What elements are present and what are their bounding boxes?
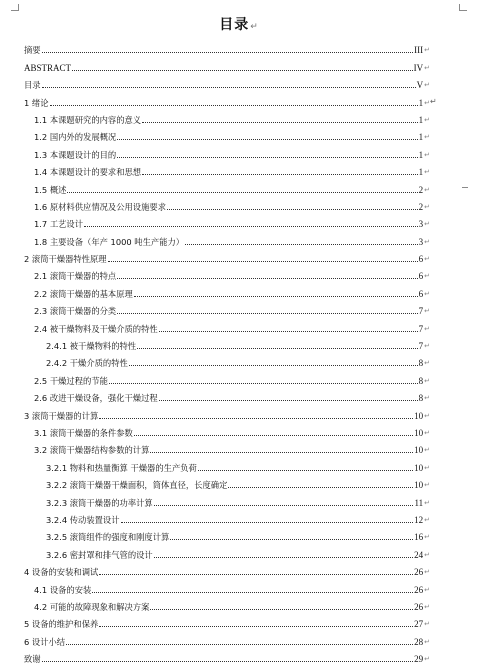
toc-entry-title: 3.2.2 滚筒干燥器干燥面积，筒体直径，长度确定 [46,480,228,491]
dot-leader [185,243,418,245]
paragraph-mark-icon: ↵ [424,324,430,333]
dot-leader [42,660,414,662]
toc-entry-page-number: 8 [418,358,424,369]
dot-leader [42,51,414,53]
toc-entry-page-number: 29 [414,654,424,665]
toc-entry[interactable] [24,386,430,403]
toc-entry-title: 目录 [24,80,41,91]
toc-entry-page-number: 1 [418,97,424,108]
toc-entry[interactable] [24,438,430,455]
toc-entry-page-number: IV [413,62,424,73]
toc-entry[interactable] [24,508,430,525]
title-text: 目录 [219,17,250,33]
dot-leader [137,347,418,349]
toc-entry[interactable] [24,160,430,177]
toc-entry-page-number: 2 [418,201,424,212]
paragraph-mark-icon: ↵ [424,602,430,611]
dot-leader [92,591,413,593]
dot-leader [117,277,417,279]
toc-entry-title: 摘要 [24,45,41,56]
paragraph-mark-icon: ↵ [424,255,430,264]
toc-entry-title: 2.4.1 被干燥物料的特性 [46,341,137,352]
paragraph-mark-icon: ↵ [424,307,430,316]
dot-leader [117,156,417,158]
paragraph-mark-icon: ↵ [424,463,430,472]
toc-entry[interactable] [24,455,430,472]
toc-entry-page-number: 6 [418,288,424,299]
toc-entry-page-number: 26 [414,601,424,612]
toc-entry[interactable] [24,351,430,368]
toc-entry-title: 5 设备的维护和保养 [24,619,99,630]
paragraph-mark-icon: ↵ [424,133,430,142]
paragraph-mark-icon: ↵ [424,185,430,194]
toc-entry[interactable] [24,38,430,55]
toc-entry-title: 2.2 滚筒干燥器的基本原理 [34,288,133,299]
dot-leader [99,417,413,419]
dot-leader [121,521,414,523]
toc-entry-title: 致谢 [24,654,41,665]
toc-entry-title: 4.1 设备的安装 [34,584,92,595]
toc-entry-page-number: 1 [418,149,424,160]
toc-entry[interactable] [24,525,430,542]
toc-entry-title: 6 设计小结 [24,636,66,647]
toc-entry[interactable] [24,542,430,559]
dot-leader [134,295,418,297]
toc-entry[interactable] [24,577,430,594]
toc-entry-page-number: 6 [418,254,424,265]
toc-entry-title: 2.4 被干燥物料及干燥介质的特性 [34,323,158,334]
toc-entry[interactable] [24,647,430,664]
toc-entry-title: 3.2.4 传动装置设计 [46,514,120,525]
toc-entry-title: 1.4 本课题设计的要求和思想 [34,167,142,178]
toc-entry-title: ABSTRACT [24,62,72,73]
toc-entry[interactable] [24,177,430,194]
toc-entry-title: 3.2.1 物料和热量衡算 干燥器的生产负荷 [46,462,197,473]
toc-entry-title: 3.2 滚筒干燥器结构参数的计算 [34,445,150,456]
toc-entry-title: 2.3 滚筒干燥器的分类 [34,306,117,317]
dot-leader [72,69,413,71]
toc-entry-page-number: 27 [414,619,424,630]
toc-entry-page-number: 3 [418,219,424,230]
toc-entry-title: 2.4.2 干燥介质的特性 [46,358,128,369]
toc-entry[interactable] [24,560,430,577]
dot-leader [99,573,413,575]
toc-entry-page-number: 10 [414,480,424,491]
dot-leader [228,486,413,488]
dot-leader [142,121,418,123]
paragraph-mark-icon: ↵ [424,620,430,629]
toc-entry-page-number: 8 [418,393,424,404]
toc-entry[interactable] [24,316,430,333]
paragraph-mark-icon: ↵ [424,150,430,159]
toc-entry-page-number: III [414,45,424,56]
toc-entry[interactable] [24,195,430,212]
paragraph-mark-icon: ↵ [424,550,430,559]
toc-entry-title: 3 滚筒干燥器的计算 [24,410,99,421]
toc-entry-page-number: 24 [414,549,424,560]
toc-entry-page-number: 1 [418,114,424,125]
table-of-contents [24,38,437,665]
toc-entry-page-number: 7 [418,341,424,352]
paragraph-mark-icon: ↵ [424,481,430,490]
toc-entry-title: 3.2.5 滚筒组件的强度和刚度计算 [46,532,170,543]
dot-leader [108,260,418,262]
toc-entry[interactable] [24,247,430,264]
toc-entry[interactable] [24,473,430,490]
paragraph-mark-icon: ↵ [424,46,430,55]
paragraph-mark-icon: ↵ [424,498,430,507]
paragraph-mark-icon: ↵ [424,655,430,664]
toc-entry[interactable] [24,490,430,507]
dot-leader [109,382,418,384]
dot-leader [167,208,418,210]
toc-entry[interactable] [24,229,430,246]
toc-entry-page-number: 10 [414,427,424,438]
dot-leader [150,608,413,610]
toc-entry-page-number: V [416,80,424,91]
toc-entry-title: 2.5 干燥过程的节能 [34,375,108,386]
toc-entry-title: 3.1 滚筒干燥器的条件参数 [34,427,133,438]
toc-entry-title: 2.6 改进干燥设备，强化干燥过程 [34,393,158,404]
toc-entry[interactable] [24,125,430,142]
toc-entry-page-number: 7 [418,323,424,334]
toc-entry-page-number: 26 [414,567,424,578]
paragraph-mark-icon: ↵ [424,394,430,403]
paragraph-mark-icon: ↵ [424,202,430,211]
toc-entry-page-number: 28 [414,636,424,647]
paragraph-mark-icon: ↵ [424,81,430,90]
toc-entry-title: 1.1 本课题研究的内容的意义 [34,114,142,125]
dot-leader [99,625,413,627]
toc-entry-page-number: 26 [414,584,424,595]
dot-leader [159,399,418,401]
dot-leader [50,104,418,106]
toc-entry[interactable] [24,73,430,90]
toc-entry[interactable] [24,142,430,159]
margin-corner-top-left [11,4,19,11]
dot-leader [134,434,413,436]
toc-entry-title: 4.2 可能的故障现象和解决方案 [34,601,150,612]
toc-entry[interactable] [24,281,430,298]
paragraph-mark-icon: ↵ [424,237,430,246]
page-title [0,14,478,34]
return-arrow-icon: ↵ [430,96,437,106]
toc-entry[interactable] [24,108,430,125]
paragraph-mark-icon: ↵ [424,533,430,542]
toc-entry[interactable] [24,55,430,72]
toc-entry[interactable] [24,629,430,646]
toc-entry-page-number: 16 [414,532,424,543]
dot-leader [154,504,414,506]
toc-entry-title: 1.2 国内外的发展概况 [34,132,117,143]
paragraph-mark-icon: ↵ [250,22,259,32]
paragraph-mark-icon: ↵ [424,63,430,72]
toc-entry[interactable] [24,299,430,316]
toc-entry-page-number: 1 [418,132,424,143]
paragraph-mark-icon: ↵ [424,98,430,107]
toc-entry-page-number: 6 [418,271,424,282]
dot-leader [117,312,417,314]
dot-leader [117,138,417,140]
dot-leader [66,643,413,645]
toc-entry[interactable] [24,212,430,229]
paragraph-mark-icon: ↵ [424,115,430,124]
toc-entry-title: 3.2.6 密封罩和排气管的设计 [46,549,153,560]
toc-entry-page-number: 1 [418,167,424,178]
paragraph-mark-icon: ↵ [424,515,430,524]
paragraph-mark-icon: ↵ [424,446,430,455]
toc-entry-page-number: 10 [414,462,424,473]
toc-entry[interactable] [24,368,430,385]
toc-entry-title: 1.3 本课题设计的目的 [34,149,117,160]
toc-entry[interactable] [24,403,430,420]
toc-entry-title: 1 绪论 [24,97,49,108]
paragraph-mark-icon: ↵ [424,272,430,281]
toc-entry[interactable] [24,90,437,108]
paragraph-mark-icon: ↵ [424,376,430,385]
dot-leader [129,364,418,366]
toc-entry-page-number: 10 [414,410,424,421]
toc-entry-title: 1.7 工艺设计 [34,219,84,230]
dot-leader [67,191,417,193]
toc-entry-page-number: 12 [414,514,424,525]
toc-entry[interactable] [24,421,430,438]
toc-entry-title: 1.8 主要设备（年产 1000 吨生产能力） [34,236,185,247]
paragraph-mark-icon: ↵ [424,428,430,437]
toc-entry-page-number: 7 [418,306,424,317]
dot-leader [84,225,418,227]
dot-leader [150,451,413,453]
paragraph-mark-icon: ↵ [424,342,430,351]
toc-entry-title: 2 滚筒干燥器特性原理 [24,254,107,265]
paragraph-mark-icon: ↵ [424,637,430,646]
toc-entry-page-number: 10 [414,445,424,456]
dot-leader [42,86,416,88]
toc-entry[interactable] [24,595,430,612]
dot-leader [198,469,413,471]
toc-entry[interactable] [24,612,430,629]
toc-entry-page-number: 8 [418,375,424,386]
toc-entry-page-number: 2 [418,184,424,195]
margin-corner-top-right [459,4,467,11]
paragraph-mark-icon: ↵ [424,220,430,229]
paragraph-mark-icon: ↵ [424,568,430,577]
toc-entry-page-number: 11 [414,497,424,508]
paragraph-mark-icon: ↵ [424,289,430,298]
toc-entry-title: 1.6 原材料供应情况及公用设施要求 [34,201,166,212]
toc-entry-title: 1.5 概述 [34,184,67,195]
paragraph-mark-icon: ↵ [424,585,430,594]
toc-entry-title: 2.1 滚筒干燥器的特点 [34,271,117,282]
paragraph-mark-icon: ↵ [424,168,430,177]
toc-entry-page-number: 3 [418,236,424,247]
margin-tick-mark [462,187,468,188]
paragraph-mark-icon: ↵ [424,411,430,420]
toc-entry[interactable] [24,334,430,351]
toc-entry-title: 4 设备的安装和调试 [24,567,99,578]
dot-leader [154,556,413,558]
dot-leader [142,173,418,175]
toc-entry-title: 3.2.3 滚筒干燥器的功率计算 [46,497,153,508]
toc-entry[interactable] [24,264,430,281]
paragraph-mark-icon: ↵ [424,359,430,368]
dot-leader [159,330,418,332]
dot-leader [170,538,413,540]
